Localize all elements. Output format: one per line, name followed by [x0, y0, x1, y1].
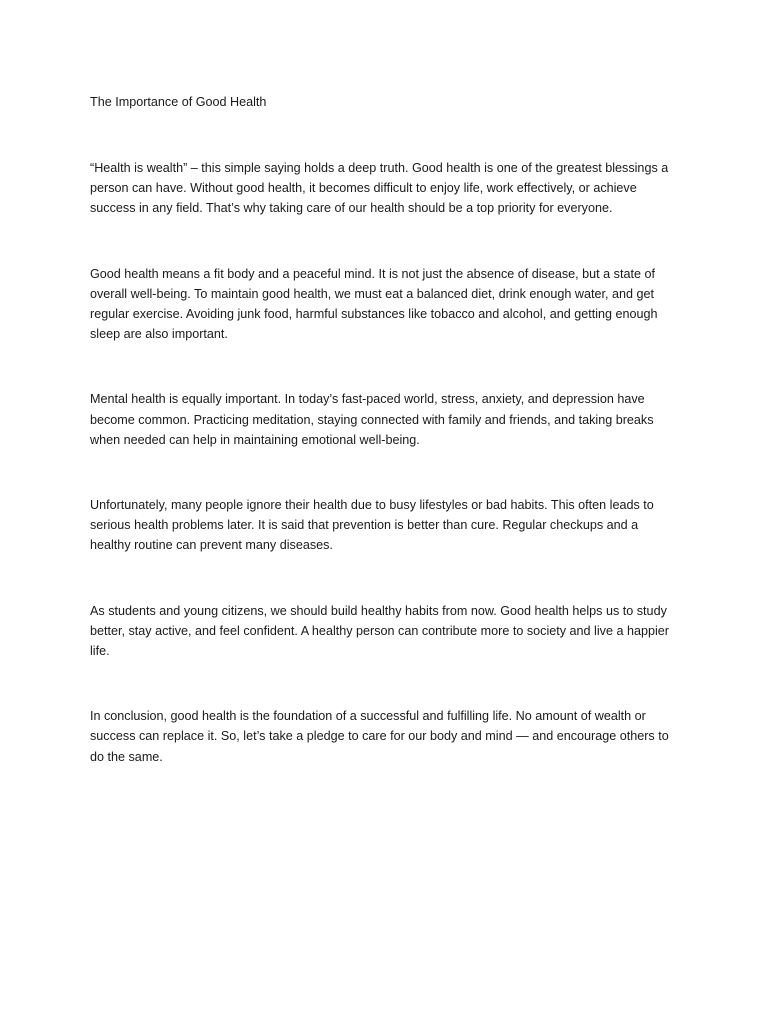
- paragraph-students: As students and young citizens, we should build healthy habits from now. Good health helps us to study better, stay active, and feel confident. A healthy person can contribute more to society and live a happier life.: [90, 603, 669, 659]
- document-body: [90, 92, 682, 767]
- paragraph-conclusion: In conclusion, good health is the foundation of a successful and fulfilling life. No amount of wealth or success can replace it. So, let’s take a pledge to care for our body and mind — and encourage others to do the same.: [90, 709, 669, 764]
- document-title: The Importance of Good Health: [90, 95, 267, 109]
- paragraph-intro: “Health is wealth” – this simple saying holds a deep truth. Good health is one of the greatest blessings a person can have. Without good health, it becomes difficult to enjoy life, work effectively, or achieve success in any field. That’s why taking care of our health should be a top priority for everyone.: [90, 161, 669, 216]
- paragraph-mental-health: Mental health is equally important. In today’s fast-paced world, stress, anxiety, and depression have become common. Practicing meditation, staying connected with family and friends, and taking breaks when needed can help in maintaining emotional well-being.: [90, 392, 654, 447]
- paragraph-prevention: Unfortunately, many people ignore their health due to busy lifestyles or bad habits. This often leads to serious health problems later. It is said that prevention is better than cure. Regular checkups and a healthy routine can prevent many diseases.: [90, 498, 654, 553]
- paragraph-physical-health: Good health means a fit body and a peaceful mind. It is not just the absence of disease, but a state of overall well-being. To maintain good health, we must eat a balanced diet, drink enough water, and get regular exercise. Avoiding junk food, harmful substances like tobacco and alcohol, and getting enough sleep are also important.: [90, 266, 658, 342]
